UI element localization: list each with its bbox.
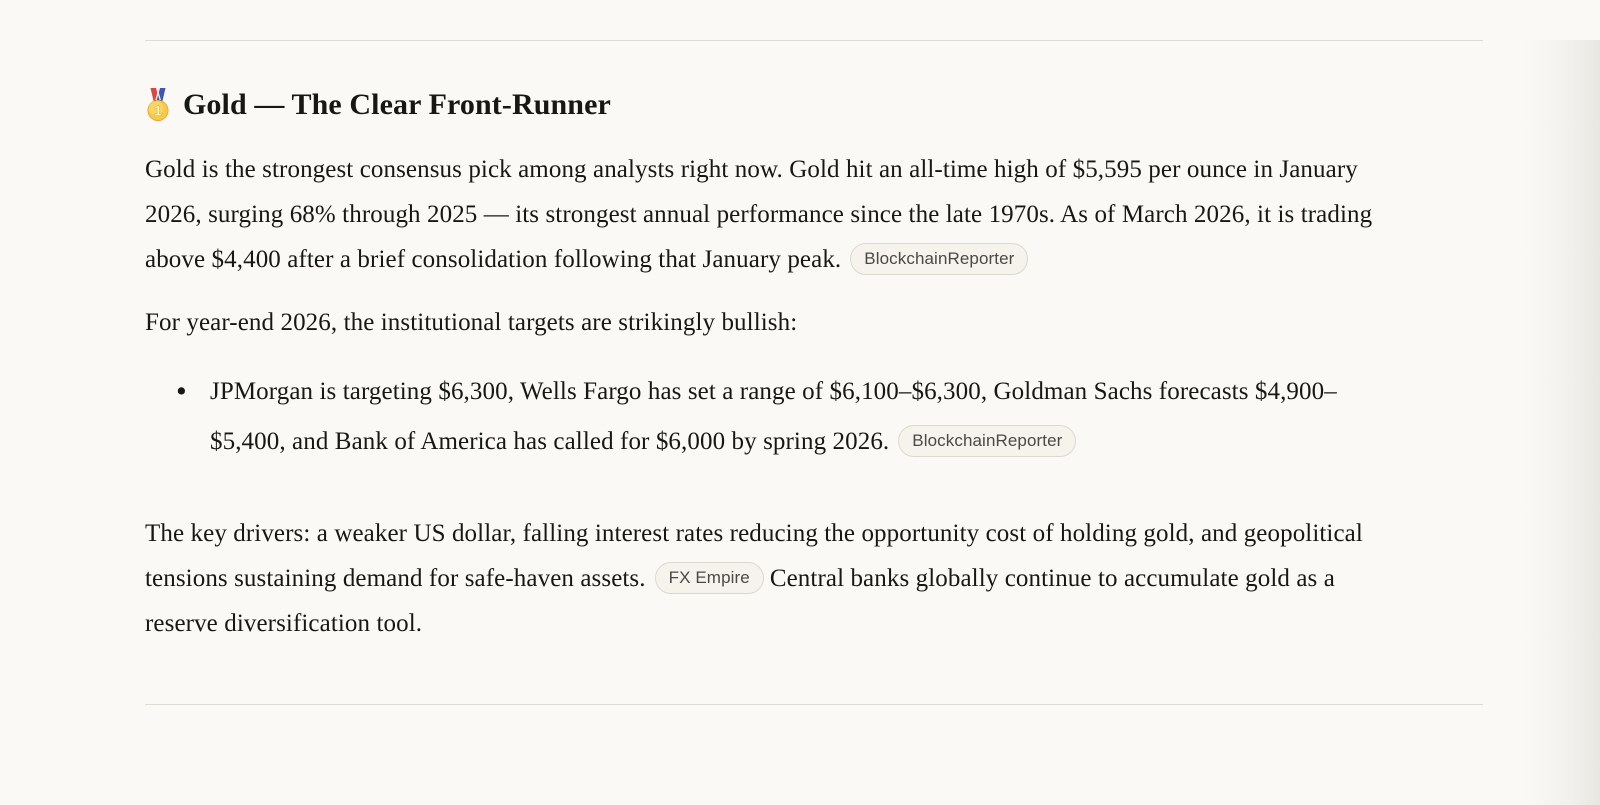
svg-text:1: 1 [154,102,162,119]
page [0,40,1600,805]
citation-pill-fxempire[interactable]: FX Empire [655,562,764,594]
bullet-icon: • [174,377,189,406]
section-heading [145,85,1483,125]
list-item [174,367,1390,467]
article-content [145,40,1483,705]
paragraph-text: Gold is the strongest consensus pick among analysts right now. Gold hit an all-time high of $5,595 per ounce in January 2026, surging 68% through 2025 — its strongest annual performance since the late 1970s. As of March 2026, it is trading above $4,400 after a brief consolidation following that January peak. [145,156,1373,273]
section-divider-top [145,40,1483,41]
targets-bullet-list [145,367,1483,467]
list-item-text: JPMorgan is targeting $6,300, Wells Fargo has set a range of $6,100–$6,300, Goldman Sachs forecasts $4,900–$5,400, and Bank of America has called for $6,000 by spring 2026. [210,378,1337,455]
paragraph-text: The key drivers: a weaker US dollar, falling interest rates reducing the opportunity cost of holding gold, and geopolitical tensions sustaining demand for safe-haven assets. [145,520,1363,592]
gold-medal-icon [145,88,171,122]
right-edge-shadow [1525,40,1600,805]
paragraph-key-drivers [145,511,1403,646]
paragraph-targets-intro: For year-end 2026, the institutional targets are strikingly bullish: [145,309,798,336]
citation-pill-blockchainreporter[interactable]: BlockchainReporter [898,425,1076,457]
paragraph-text: Central banks globally continue to accumulate gold as a reserve diversification tool. [145,565,1335,637]
section-heading-text: Gold — The Clear Front-Runner [183,88,611,121]
section-divider-bottom [145,704,1483,705]
citation-pill-blockchainreporter[interactable]: BlockchainReporter [850,243,1028,275]
paragraph-gold-overview [145,147,1403,282]
